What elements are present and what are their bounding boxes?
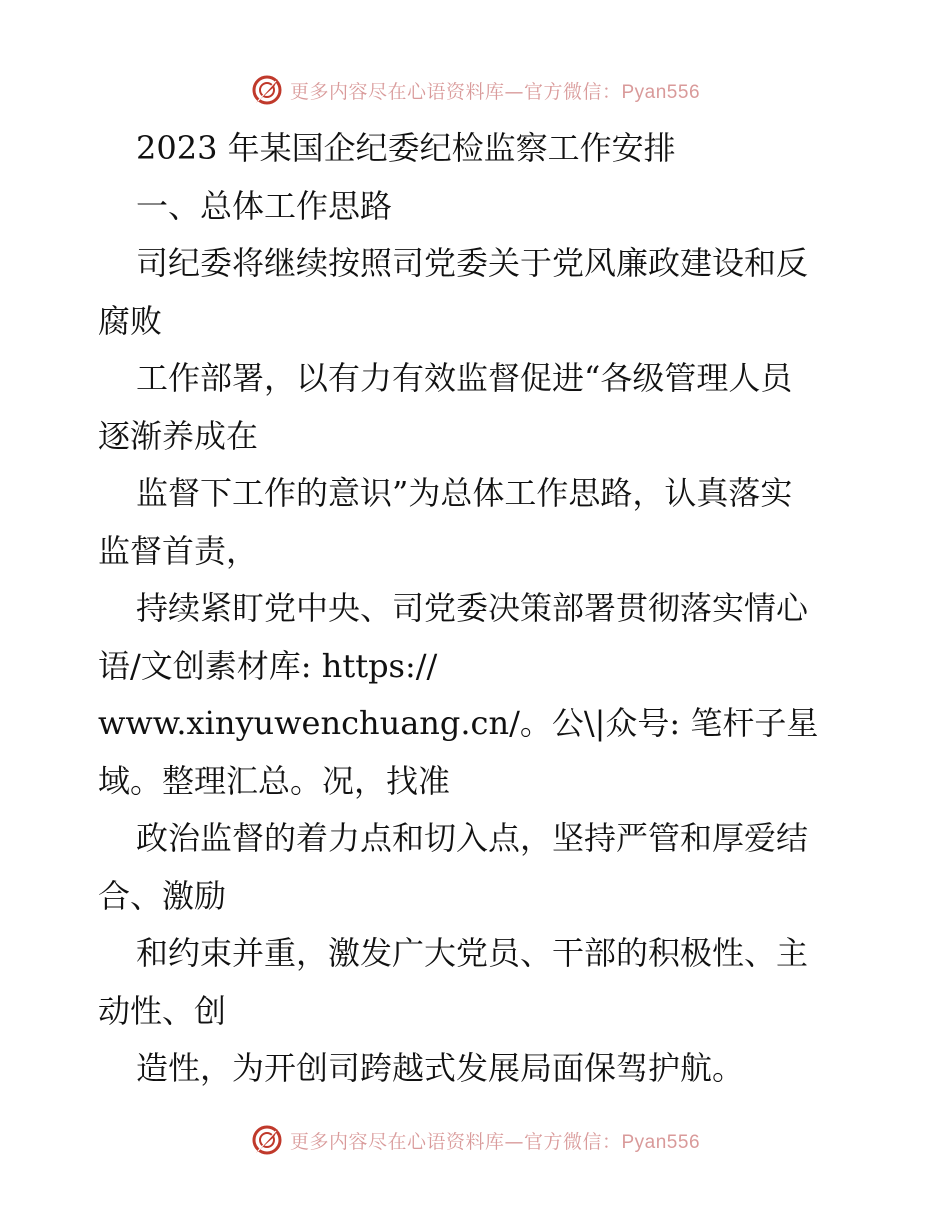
header-watermark-inner <box>250 73 700 107</box>
footer-watermark-inner <box>250 1123 700 1157</box>
paragraph-line: 语/文创素材库: https:// <box>98 646 438 685</box>
paragraph-line: 逐渐养成在 <box>98 416 259 455</box>
header-watermark-id: Pyan556 <box>621 81 701 103</box>
paragraph-line: 合、激励 <box>98 876 227 915</box>
document-title: 2023 年某国企纪委纪检监察工作安排 <box>136 129 676 167</box>
paragraph-line: 动性、创 <box>98 991 227 1030</box>
paragraph-line: 司纪委将继续按照司党委关于党风廉政建设和反 <box>136 244 809 282</box>
footer-watermark-banner <box>0 1120 950 1160</box>
header-watermark-label: 更多内容尽在心语资料库—官方微信： <box>289 80 622 103</box>
paragraph-line: 腐败 <box>98 301 163 340</box>
paragraph-line: 监督首责， <box>98 531 259 570</box>
paragraph-line: 监督下工作的意识”为总体工作思路，认真落实 <box>136 474 793 512</box>
paragraph-line: 和约束并重，激发广大党员、干部的积极性、主 <box>136 934 809 972</box>
header-watermark-text <box>290 77 700 104</box>
header-watermark-banner <box>0 70 950 110</box>
footer-watermark-id: Pyan556 <box>621 1131 701 1153</box>
document-body <box>98 120 858 1098</box>
paragraph-line: 工作部署，以有力有效监督促进“各级管理人员 <box>136 359 793 397</box>
quill-pen-logo-icon <box>250 73 284 107</box>
quill-pen-logo-icon <box>250 1123 284 1157</box>
paragraph-line: 域。整理汇总。况，找准 <box>98 761 451 800</box>
paragraph-line: 造性，为开创司跨越式发展局面保驾护航。 <box>136 1049 745 1087</box>
paragraph-line: www.xinyuwenchuang.cn/。公\|众号: 笔杆子星 <box>98 704 819 742</box>
paragraph-line: 政治监督的着力点和切入点，坚持严管和厚爱结 <box>136 819 809 857</box>
section-heading: 一、总体工作思路 <box>136 186 393 225</box>
footer-watermark-text <box>290 1127 700 1154</box>
footer-watermark-label: 更多内容尽在心语资料库—官方微信： <box>289 1130 622 1153</box>
paragraph-line: 持续紧盯党中央、司党委决策部署贯彻落实情心 <box>136 589 809 627</box>
